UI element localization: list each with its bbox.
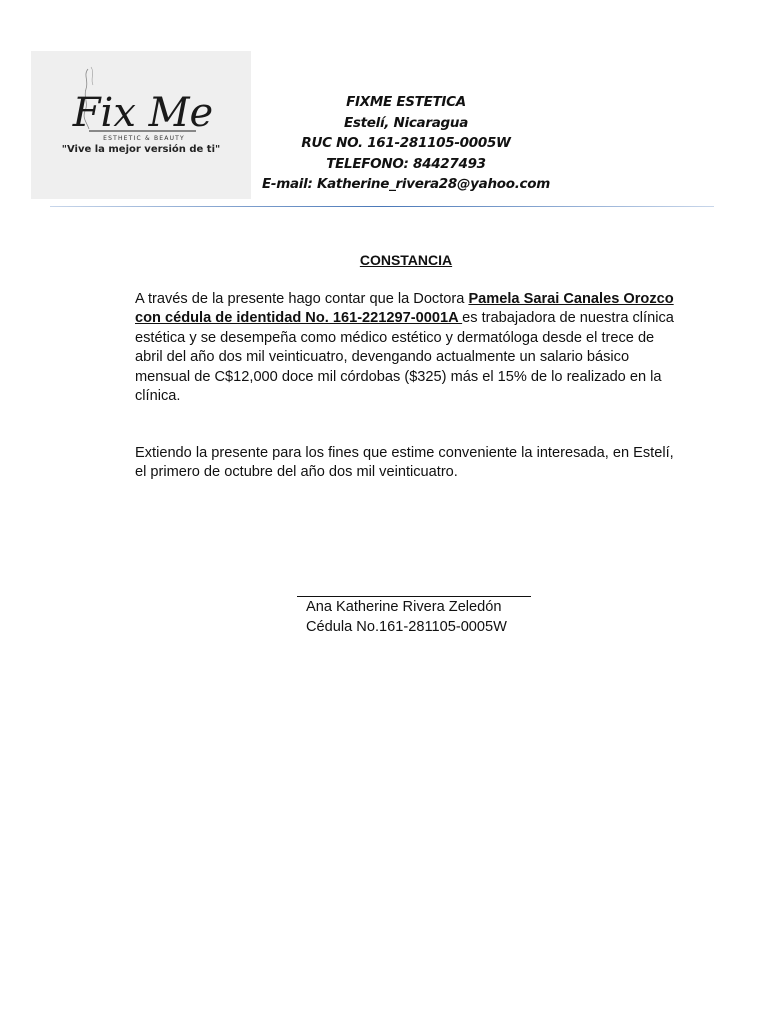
- document-title: CONSTANCIA: [359, 252, 453, 268]
- logo-brand-text: Fix Me: [72, 90, 214, 136]
- signatory-name: Ana Katherine Rivera Zeledón: [306, 599, 502, 615]
- company-header: [262, 92, 550, 195]
- company-name: FIXME ESTETICA: [346, 94, 466, 110]
- signature-line: [297, 596, 531, 597]
- logo-artwork: [31, 51, 251, 199]
- logo-subtitle: ESTHETIC & BEAUTY: [103, 135, 185, 142]
- paragraph-1-intro: A través de la presente hago contar que la Doctora: [135, 291, 469, 307]
- header-divider: [50, 206, 714, 207]
- paragraph-1-rest: es trabajadora de nuestra clínica estética y se desempeña como médico estético y dermatóloga desde el trece de abril del año dos mil veinticuatro, devengando actualmente un salario básico mensual de C$12,000 doce mil córdobas ($325) más el 15% de lo realizado en la clínica.: [135, 310, 674, 405]
- doctor-name-and-id: Pamela Sarai Canales Orozco con cédula de identidad No. 161-221297-0001A: [135, 291, 674, 327]
- company-logo: [31, 51, 251, 199]
- company-location: Estelí, Nicaragua: [343, 114, 469, 131]
- logo-tagline: "Vive la mejor versión de ti": [61, 144, 221, 155]
- company-ruc: RUC NO. 161-281105-0005W: [301, 135, 511, 152]
- logo-silhouette-curve: [91, 67, 93, 85]
- body-paragraph-2: Extiendo la presente para los fines que estime conveniente la interesada, en Estelí, el primero de octubre del año dos mil veinticuatro.: [135, 445, 674, 481]
- signatory-id: Cédula No.161-281105-0005W: [306, 619, 507, 635]
- company-phone: TELEFONO: 84427493: [326, 155, 486, 172]
- company-email: E-mail: Katherine_rivera28@yahoo.com: [262, 176, 550, 193]
- body-paragraph-1: [135, 290, 685, 406]
